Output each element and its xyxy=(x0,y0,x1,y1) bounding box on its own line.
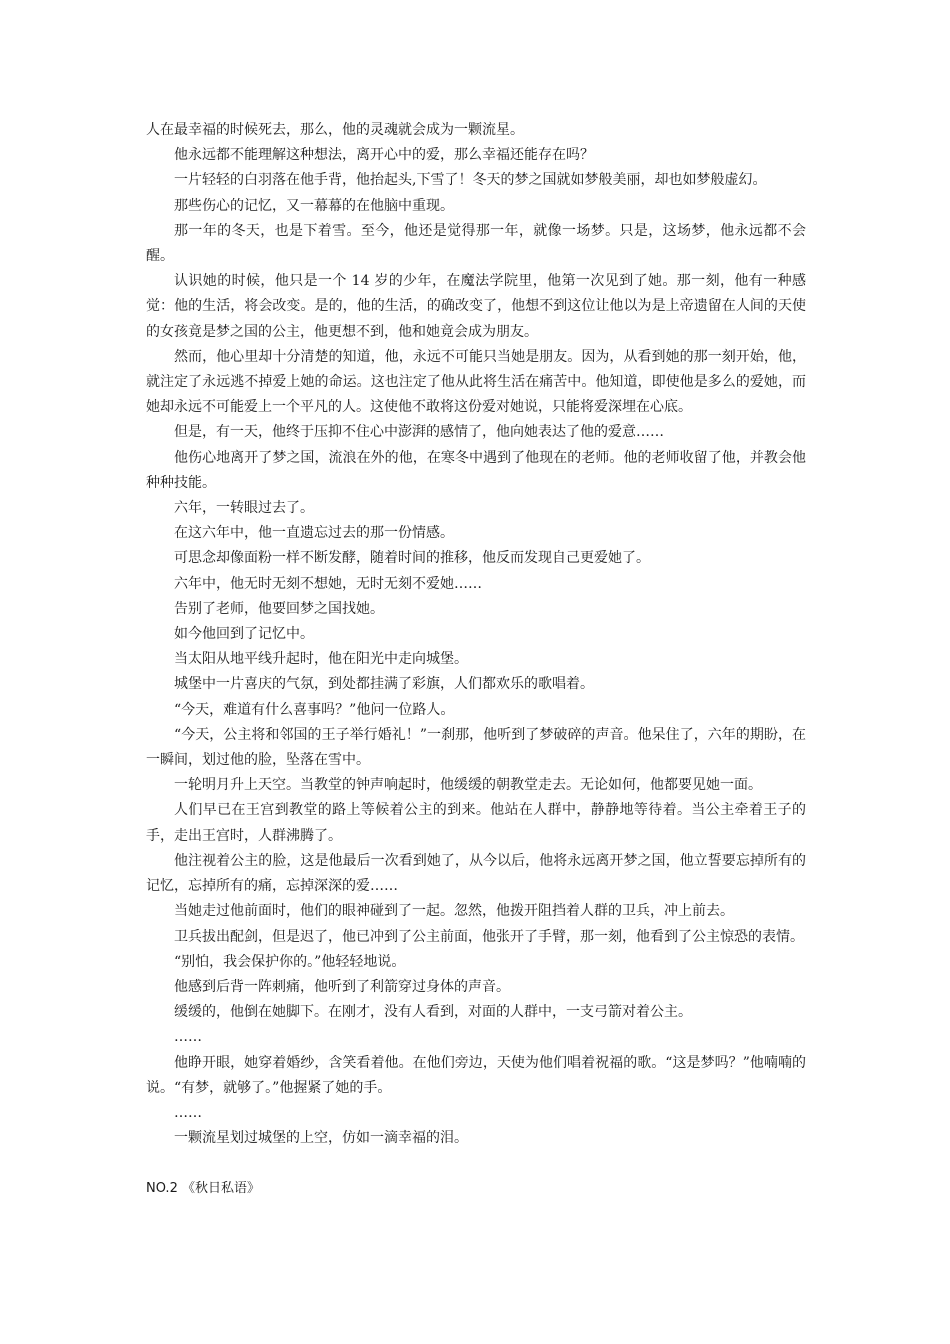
paragraph: 然而，他心里却十分清楚的知道，他，永远不可能只当她是朋友。因为，从看到她的那一刻开始，他，就注定了永远逃不掉爱上她的命运。这也注定了他从此将生活在痛苦中。他知道，即使他是多么的爱她，而她却永远不可能爱上一个平凡的人。这使他不敢将这份爱对她说，只能将爱深埋在心底。 xyxy=(146,348,806,416)
ellipsis-line: …… xyxy=(174,1104,202,1121)
paragraph: 卫兵拔出配剑，但是迟了，他已冲到了公主前面，他张开了手臂，那一刻，他看到了公主惊恐的表情。 xyxy=(174,928,804,945)
paragraph: 但是，有一天，他终于压抑不住心中澎湃的感情了，他向她表达了他的爱意…… xyxy=(174,424,664,441)
paragraph: 六年，一转眼过去了。 xyxy=(174,500,314,517)
paragraph: 六年中，他无时无刻不想她，无时无刻不爱她…… xyxy=(174,575,482,592)
paragraph: 如今他回到了记忆中。 xyxy=(174,626,314,643)
paragraph: 人在最幸福的时候死去，那么，他的灵魂就会成为一颗流星。 xyxy=(146,122,524,138)
paragraph: 他永远都不能理解这种想法，离开心中的爱，那么幸福还能存在吗？ xyxy=(174,147,594,164)
paragraph: 认识她的时候，他只是一个 14 岁的少年，在魔法学院里，他第一次见到了她。那一刻，他有一种感觉：他的生活，将会改变。是的，他的生活，的确改变了，他想不到这位让他以为是上帝遗留在人间的天使的女孩竟是梦之国的公主，他更想不到，他和她竟会成为朋友。 xyxy=(146,273,806,340)
paragraph: 告别了老师，他要回梦之国找她。 xyxy=(174,600,384,617)
paragraph: 当她走过他前面时，他们的眼神碰到了一起。忽然，他拨开阻挡着人群的卫兵，冲上前去。 xyxy=(174,903,734,920)
ellipsis-line: …… xyxy=(174,1029,202,1046)
paragraph: 那一年的冬天，也是下着雪。至今，他还是觉得那一年，就像一场梦。只是，这场梦，他永远都不会醒。 xyxy=(146,222,806,265)
paragraph: 他伤心地离开了梦之国，流浪在外的他，在寒冬中遇到了他现在的老师。他的老师收留了他，并教会他种种技能。 xyxy=(146,449,806,491)
paragraph: 一颗流星划过城堡的上空，仿如一滴幸福的泪。 xyxy=(174,1130,468,1147)
paragraph: 人们早已在王宫到教堂的路上等候着公主的到来。他站在人群中，静静地等待着。当公主牵着王子的手，走出王宫时，人群沸腾了。 xyxy=(146,802,806,844)
paragraph: 缓缓的，他倒在她脚下。在刚才，没有人看到，对面的人群中，一支弓箭对着公主。 xyxy=(174,1004,692,1021)
paragraph: “今天，难道有什么喜事吗？”他问一位路人。 xyxy=(174,701,455,718)
paragraph: 城堡中一片喜庆的气氛，到处都挂满了彩旗，人们都欢乐的歌唱着。 xyxy=(174,676,594,693)
paragraph: 可思念却像面粉一样不断发酵，随着时间的推移，他反而发现自己更爱她了。 xyxy=(174,550,650,567)
paragraph: 一轮明月升上天空。当教堂的钟声响起时，他缓缓的朝教堂走去。无论如何，他都要见她一面。 xyxy=(174,777,762,794)
paragraph: “今天，公主将和邻国的王子举行婚礼！”一刹那，他听到了梦破碎的声音。他呆住了，六年的期盼，在一瞬间，划过他的脸，坠落在雪中。 xyxy=(146,726,806,769)
paragraph: 他注视着公主的脸，这是他最后一次看到她了，从今以后，他将永远离开梦之国，他立誓要忘掉所有的记忆，忘掉所有的痛，忘掉深深的爱…… xyxy=(146,852,806,895)
paragraph: 当太阳从地平线升起时，他在阳光中走向城堡。 xyxy=(174,651,468,668)
paragraph: “别怕，我会保护你的。”他轻轻地说。 xyxy=(174,953,406,970)
paragraph: 他睁开眼，她穿着婚纱，含笑看着他。在他们旁边，天使为他们唱着祝福的歌。“这是梦吗？”他喃喃的说。“有梦，就够了。”他握紧了她的手。 xyxy=(146,1054,806,1096)
next-story-title: NO.2 《秋日私语》 xyxy=(146,1181,260,1197)
document-page xyxy=(146,118,806,1202)
paragraph: 在这六年中，他一直遗忘过去的那一份情感。 xyxy=(174,525,454,542)
paragraph: 那些伤心的记忆，又一幕幕的在他脑中重现。 xyxy=(174,197,454,214)
paragraph: 一片轻轻的白羽落在他手背，他抬起头,下雪了！冬天的梦之国就如梦般美丽，却也如梦般虚幻。 xyxy=(174,172,767,189)
paragraph: 他感到后背一阵刺痛，他听到了利箭穿过身体的声音。 xyxy=(174,978,510,995)
